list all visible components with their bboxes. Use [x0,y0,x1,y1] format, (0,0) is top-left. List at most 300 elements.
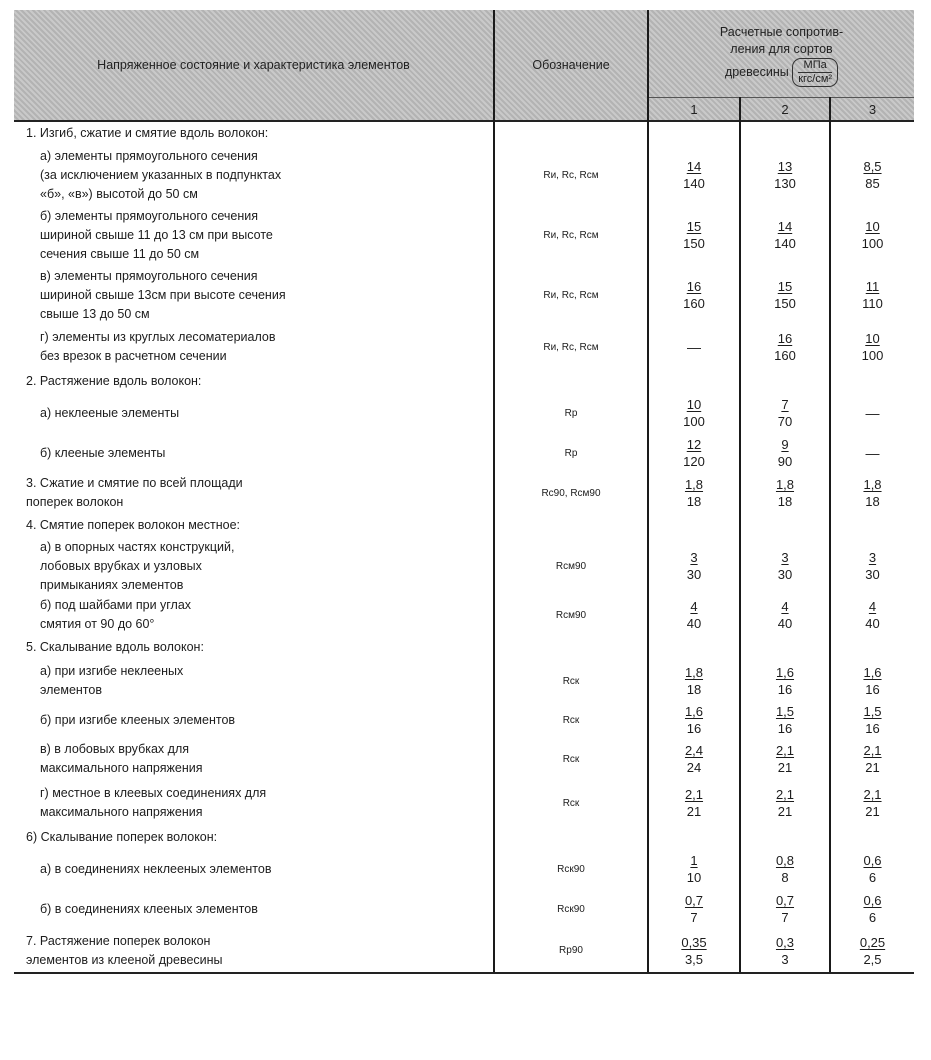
resistance-fraction [778,436,792,470]
value-mpa: 4 [690,599,698,614]
value-grade-2 [740,369,830,393]
row-designation: Rр [494,393,648,433]
resistance-fraction [685,703,703,737]
value-kgf: 100 [861,348,884,363]
row-designation: Rск [494,703,648,737]
value-grade-2 [740,325,830,369]
row-description-text: 3. Сжатие и смятие по всей площади поперек волокон [26,476,243,509]
value-kgf: 85 [865,176,880,191]
value-grade-1 [648,265,740,325]
resistance-fraction [774,158,796,192]
row-description-text: а) элементы прямоугольного сечения (за исключением указанных в подпунктах «б», «в») высотой до 50 см [40,148,282,201]
table-row [14,145,914,205]
resistance-fraction [776,742,794,776]
value-mpa: 2,1 [684,787,704,802]
row-description [14,659,494,703]
table-row [14,849,914,889]
value-mpa: 0,6 [863,893,882,908]
value-kgf: 18 [686,682,702,697]
resistance-fraction [863,892,881,926]
value-grade-1 [648,433,740,473]
value-grade-3 [830,473,914,513]
value-kgf: 3 [781,951,789,967]
value-kgf: 160 [683,296,705,311]
value-grade-1 [648,595,740,635]
value-mpa: 3 [690,550,698,565]
value-mpa: 1,8 [775,477,795,492]
row-description-text: а) неклееные элементы [40,405,180,420]
header-description: Напряженное состояние и характеристика элементов [14,10,494,121]
value-grade-3 [830,537,914,595]
row-designation: Rр [494,433,648,473]
resistance-fraction [685,664,703,698]
value-grade-3 [830,635,914,659]
resistance-fraction [681,934,706,968]
value-grade-2 [740,393,830,433]
value-kgf: 7 [690,910,698,925]
row-designation [494,369,648,393]
table-row [14,659,914,703]
value-grade-2 [740,473,830,513]
value-kgf: 30 [865,567,880,582]
value-kgf: 10 [686,870,702,885]
unit-denominator: кгс/см² [798,73,833,85]
value-grade-2 [740,205,830,265]
value-kgf: 21 [777,760,793,775]
resistance-fraction [776,852,794,886]
resistance-fraction [863,703,881,737]
value-mpa: 15 [777,279,793,294]
row-description [14,205,494,265]
value-mpa: 2,1 [863,787,882,802]
row-designation: Rи, Rc, Rсм [494,145,648,205]
value-grade-1 [648,825,740,849]
row-description [14,825,494,849]
value-mpa: 7 [781,397,789,412]
resistance-fraction [774,218,796,252]
value-mpa: 2,4 [684,743,704,758]
value-grade-3 [830,929,914,973]
value-grade-2 [740,121,830,145]
value-grade-1 [648,513,740,537]
row-designation: Rи, Rc, Rсм [494,325,648,369]
resistance-fraction [685,786,703,820]
value-mpa: 13 [777,159,793,174]
resistance-fraction [683,436,705,470]
value-kgf: 40 [777,616,793,631]
resistance-fraction [683,278,705,312]
value-mpa: 2,1 [863,743,882,758]
value-grade-3 [830,849,914,889]
value-kgf: 21 [865,760,880,775]
value-kgf: 16 [777,721,793,736]
value-mpa: 1,5 [863,704,882,719]
row-designation: Rск [494,737,648,781]
row-description [14,145,494,205]
design-resistance-table [14,10,914,974]
value-kgf: 100 [861,236,884,251]
value-grade-3 [830,781,914,825]
row-description-text: б) под шайбами при углах смятия от 90 до 60° [40,598,192,631]
value-mpa: 0,8 [775,853,795,868]
row-description-text: б) при изгибе клееных элементов [40,712,236,727]
value-mpa: 16 [777,331,793,346]
value-kgf: 160 [774,348,796,363]
resistance-fraction [863,476,881,510]
value-grade-1 [648,145,740,205]
value-kgf: 2,5 [863,951,882,967]
value-grade-3 [830,825,914,849]
row-description [14,265,494,325]
value-mpa: 16 [686,279,702,294]
value-mpa: 9 [781,437,789,452]
value-kgf: 7 [781,910,789,925]
value-kgf: 30 [777,567,793,582]
row-description-text: в) в лобовых врубках для максимального напряжения [40,742,203,775]
table-row [14,737,914,781]
grade-2: 2 [740,98,830,122]
row-description-text: 7. Растяжение поперек волокон элементов из клееной древесины [26,933,223,967]
value-grade-2 [740,889,830,929]
value-grade-3 [830,121,914,145]
value-grade-3 [830,393,914,433]
table-row [14,635,914,659]
header-resistance-line1: Расчетные сопротив- [719,25,844,39]
value-kgf: 150 [683,236,705,251]
value-grade-1 [648,325,740,369]
resistance-fraction [776,786,794,820]
row-description-text: 4. Смятие поперек волокон местное: [26,517,241,532]
value-mpa: 12 [686,437,702,452]
value-grade-3 [830,433,914,473]
value-grade-3 [830,703,914,737]
row-description-text: б) элементы прямоугольного сечения шириной свыше 11 до 13 см при высоте сечения свыше 11 до 50 см [40,208,273,261]
value-kgf: 18 [686,494,702,509]
no-value-dash: — [865,444,880,461]
strength-table-sheet [14,10,914,1046]
resistance-fraction [862,218,884,252]
value-grade-1 [648,889,740,929]
value-grade-2 [740,433,830,473]
table-row [14,369,914,393]
grade-3: 3 [830,98,914,122]
table-row [14,537,914,595]
resistance-fraction [866,405,880,422]
row-description-text: 1. Изгиб, сжатие и смятие вдоль волокон: [26,126,269,140]
value-mpa: 0,7 [775,893,795,908]
row-description-text: 5. Скалывание вдоль волокон: [26,639,204,654]
value-grade-2 [740,659,830,703]
value-grade-3 [830,205,914,265]
value-grade-3 [830,513,914,537]
table-row [14,473,914,513]
resistance-fraction [774,278,796,312]
table-row [14,889,914,929]
value-kgf: 16 [777,682,793,697]
resistance-fraction [778,396,792,430]
value-mpa: 1,6 [775,665,795,680]
header-resistance [648,10,914,98]
value-kgf: 110 [862,296,883,311]
resistance-fraction [776,892,794,926]
value-mpa: 0,35 [681,934,707,950]
value-kgf: 120 [683,454,705,469]
row-description-text: б) клееные элементы [40,445,166,460]
value-mpa: 4 [781,599,789,614]
row-description-text: а) в соединениях неклееных элементов [40,861,272,876]
row-description [14,703,494,737]
value-kgf: 130 [774,176,796,191]
value-grade-1 [648,205,740,265]
resistance-fraction [683,158,705,192]
value-grade-3 [830,369,914,393]
row-description [14,595,494,635]
value-grade-1 [648,781,740,825]
value-kgf: 90 [777,454,793,469]
row-description [14,433,494,473]
resistance-fraction [860,934,885,968]
row-description [14,737,494,781]
value-grade-3 [830,145,914,205]
resistance-fraction [862,278,883,312]
value-grade-2 [740,265,830,325]
table-row [14,929,914,973]
value-kgf: 150 [774,296,796,311]
resistance-fraction [866,445,880,462]
value-kgf: 21 [865,804,880,819]
resistance-fraction [774,330,796,364]
value-mpa: 14 [777,219,793,234]
value-kgf: 16 [686,721,702,736]
row-description [14,393,494,433]
value-grade-2 [740,929,830,973]
resistance-fraction [863,786,881,820]
value-mpa: 1,8 [684,665,704,680]
row-designation: Rск [494,781,648,825]
value-grade-1 [648,369,740,393]
table-row [14,121,914,145]
value-grade-2 [740,537,830,595]
value-kgf: 21 [777,804,793,819]
row-designation [494,825,648,849]
resistance-fraction [776,703,794,737]
value-mpa: 0,7 [684,893,704,908]
value-grade-2 [740,849,830,889]
value-kgf: 70 [777,414,793,429]
value-grade-1 [648,703,740,737]
row-description [14,369,494,393]
value-kgf: 21 [686,804,702,819]
value-kgf: 18 [777,494,793,509]
value-grade-2 [740,595,830,635]
value-mpa: 11 [865,279,880,294]
value-mpa: 3 [781,550,789,565]
value-kgf: 8 [781,870,789,885]
row-description-text: г) местное в клеевых соединениях для максимального напряжения [40,786,267,819]
value-mpa: 0,6 [863,853,882,868]
row-designation [494,121,648,145]
value-mpa: 10 [865,219,880,234]
value-mpa: 2,1 [775,787,795,802]
row-designation: Rсм90 [494,595,648,635]
value-mpa: 1 [690,853,698,868]
unit-numerator: МПа [798,59,832,73]
row-description-text: 2. Растяжение вдоль волокон: [26,373,202,388]
value-mpa: 2,1 [775,743,795,758]
value-mpa: 8,5 [863,159,882,174]
value-grade-3 [830,737,914,781]
value-mpa: 0,3 [775,934,795,950]
resistance-fraction [776,476,794,510]
resistance-fraction [685,476,703,510]
table-row [14,595,914,635]
table-body [14,121,914,973]
value-mpa: 1,6 [863,665,882,680]
resistance-fraction [685,892,703,926]
value-grade-2 [740,825,830,849]
table-row [14,781,914,825]
value-mpa: 1,6 [684,704,704,719]
value-kgf: 16 [865,721,880,736]
resistance-fraction [778,598,792,632]
resistance-fraction [687,852,701,886]
value-grade-2 [740,703,830,737]
row-description [14,929,494,973]
value-grade-1 [648,121,740,145]
value-grade-1 [648,849,740,889]
resistance-fraction [863,158,881,192]
row-designation [494,635,648,659]
value-mpa: 14 [686,159,702,174]
value-mpa: 15 [686,219,702,234]
table-row [14,265,914,325]
value-kgf: 30 [686,567,702,582]
value-kgf: 140 [683,176,705,191]
resistance-fraction [862,330,884,364]
row-designation: Rc90, Rсм90 [494,473,648,513]
row-description-text: 6) Скалывание поперек волокон: [26,829,218,844]
value-grade-3 [830,595,914,635]
row-description-text: а) при изгибе неклееных элементов [40,664,184,697]
value-grade-2 [740,781,830,825]
value-grade-1 [648,537,740,595]
table-row [14,825,914,849]
value-grade-3 [830,325,914,369]
value-grade-3 [830,889,914,929]
row-designation: Rск90 [494,889,648,929]
value-kgf: 40 [686,616,702,631]
value-kgf: 3,5 [684,951,704,967]
value-kgf: 16 [865,682,880,697]
value-kgf: 6 [868,870,877,885]
value-grade-3 [830,265,914,325]
resistance-fraction [863,852,881,886]
value-mpa: 4 [868,599,877,614]
row-designation: Rск90 [494,849,648,889]
row-description-text: г) элементы из круглых лесоматериалов без врезок в расчетном сечении [40,330,276,363]
value-grade-2 [740,635,830,659]
value-grade-1 [648,635,740,659]
value-mpa: 10 [865,331,880,346]
value-mpa: 1,8 [863,477,882,492]
table-row [14,393,914,433]
value-mpa: 10 [686,397,702,412]
value-kgf: 140 [774,236,796,251]
value-grade-1 [648,393,740,433]
no-value-dash: — [865,404,880,421]
table-row [14,205,914,265]
header-resistance-line3: древесины [724,64,789,79]
value-grade-1 [648,929,740,973]
row-description-text: в) элементы прямоугольного сечения шириной свыше 13см при высоте сечения свыше 13 до 50 см [40,268,286,321]
resistance-fraction [776,664,794,698]
value-kgf: 100 [683,414,705,429]
resistance-fraction [683,396,705,430]
value-mpa: 0,25 [859,934,886,950]
header-designation: Обозначение [494,10,648,121]
value-grade-2 [740,513,830,537]
row-designation [494,513,648,537]
resistance-fraction [865,549,879,583]
resistance-fraction [687,549,701,583]
row-description [14,325,494,369]
table-row [14,325,914,369]
grade-1: 1 [648,98,740,122]
value-kgf: 40 [865,616,880,631]
unit-fraction [792,58,838,87]
row-description [14,537,494,595]
row-designation: Rи, Rc, Rсм [494,265,648,325]
no-value-dash: — [687,338,701,355]
resistance-fraction [685,742,703,776]
row-description [14,849,494,889]
row-description [14,513,494,537]
value-mpa: 3 [868,550,877,565]
row-description [14,635,494,659]
table-row [14,433,914,473]
value-kgf: 6 [868,910,877,925]
value-grade-1 [648,659,740,703]
resistance-fraction [865,598,879,632]
value-mpa: 1,8 [684,477,704,492]
resistance-fraction [776,934,794,968]
row-description-text: б) в соединениях клееных элементов [40,901,258,916]
row-designation: Rи, Rc, Rсм [494,205,648,265]
row-description [14,889,494,929]
row-description [14,121,494,145]
value-grade-1 [648,473,740,513]
row-designation: Rр90 [494,929,648,973]
header-row [14,10,914,98]
row-description [14,473,494,513]
value-kgf: 18 [865,494,880,509]
value-grade-2 [740,145,830,205]
resistance-fraction [863,664,881,698]
resistance-fraction [683,218,705,252]
value-grade-1 [648,737,740,781]
resistance-fraction [687,598,701,632]
row-designation: Rсм90 [494,537,648,595]
table-row [14,703,914,737]
row-description [14,781,494,825]
table-row [14,513,914,537]
resistance-fraction [687,339,701,356]
value-grade-2 [740,737,830,781]
value-kgf: 24 [686,760,702,775]
header-resistance-line2: ления для сортов [730,42,833,56]
value-grade-3 [830,659,914,703]
row-description-text: а) в опорных частях конструкций, лобовых врубках и узловых примыканиях элементов [40,539,235,592]
